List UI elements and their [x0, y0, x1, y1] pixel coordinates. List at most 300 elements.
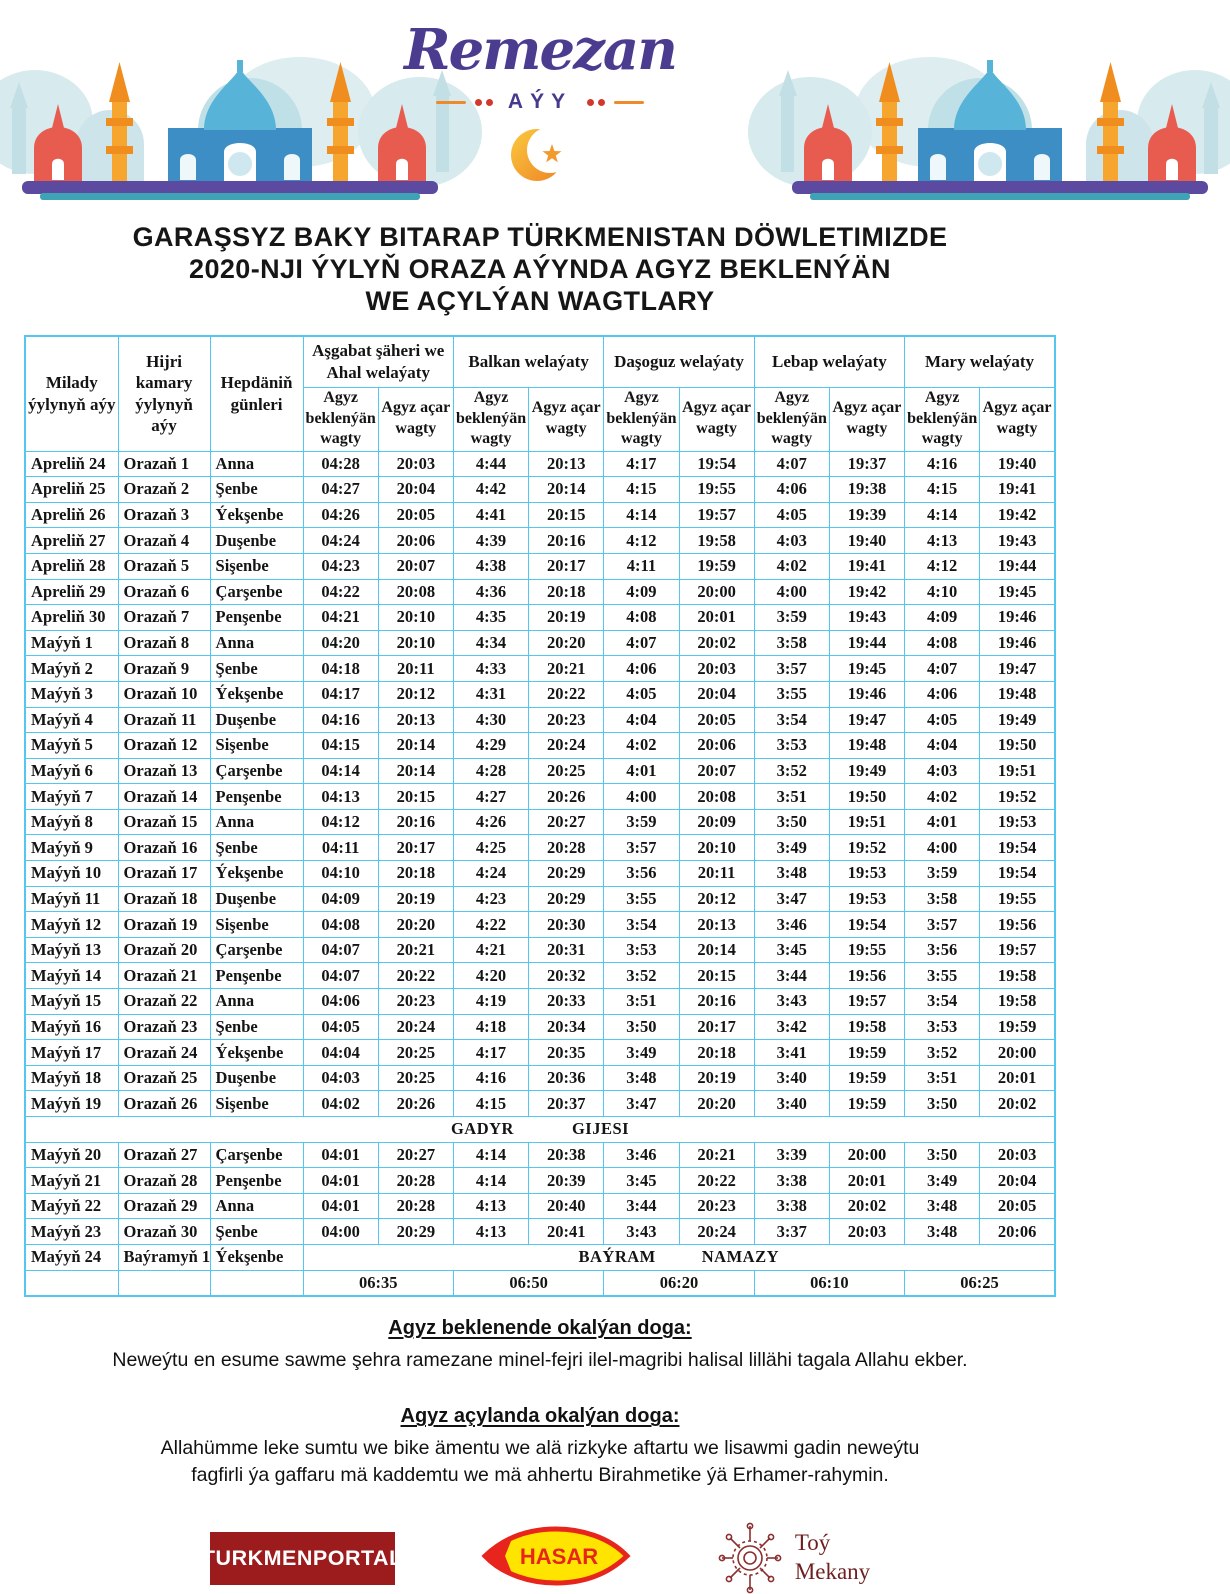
- time-cell: 4:01: [905, 809, 980, 835]
- time-cell: 19:59: [829, 1065, 904, 1091]
- weekday-cell: Şenbe: [210, 656, 303, 682]
- bayram-times-row: [25, 1270, 1055, 1296]
- time-cell: 04:03: [303, 1065, 378, 1091]
- time-cell: 3:59: [604, 809, 679, 835]
- time-cell: 20:06: [679, 733, 754, 759]
- time-cell: 20:08: [378, 579, 453, 605]
- hijri-cell: Orazaň 12: [118, 733, 210, 759]
- table-row: [25, 502, 1055, 528]
- time-cell: 19:42: [980, 502, 1055, 528]
- weekday-cell: Ýekşenbe: [210, 1244, 303, 1270]
- hijri-cell: Orazaň 17: [118, 861, 210, 887]
- table-row: [25, 605, 1055, 631]
- hijri-cell: Orazaň 5: [118, 553, 210, 579]
- time-cell: 20:40: [529, 1193, 604, 1219]
- time-cell: 3:51: [905, 1065, 980, 1091]
- date-cell: Maýyň 11: [25, 886, 118, 912]
- bayram-namazy-label: [303, 1244, 1055, 1270]
- time-cell: 20:22: [679, 1168, 754, 1194]
- time-cell: 20:17: [378, 835, 453, 861]
- dash-ornament-right: [614, 101, 644, 104]
- time-cell: 20:16: [529, 528, 604, 554]
- prayer-texts-section: [0, 1317, 1080, 1488]
- bayram-namazy-row: [25, 1244, 1055, 1270]
- region-header-mary: Mary welaýaty: [905, 336, 1055, 388]
- time-cell: 19:42: [829, 579, 904, 605]
- time-cell: 20:06: [378, 528, 453, 554]
- table-header-row-regions: [25, 336, 1055, 388]
- weekday-cell: Duşenbe: [210, 886, 303, 912]
- time-cell: 19:48: [980, 681, 1055, 707]
- time-cell: 3:39: [754, 1142, 829, 1168]
- time-cell: 04:16: [303, 707, 378, 733]
- time-cell: 04:01: [303, 1168, 378, 1194]
- merged-label-word: GIJESI: [571, 1119, 630, 1139]
- time-cell: 3:59: [905, 861, 980, 887]
- time-cell: 4:26: [453, 809, 528, 835]
- time-cell: 19:46: [829, 681, 904, 707]
- time-cell: 20:13: [378, 707, 453, 733]
- time-cell: 19:46: [980, 605, 1055, 631]
- weekday-cell: Şenbe: [210, 1014, 303, 1040]
- time-cell: 20:23: [679, 1193, 754, 1219]
- time-cell: 20:17: [679, 1014, 754, 1040]
- time-cell: 3:57: [604, 835, 679, 861]
- time-cell: 4:15: [604, 477, 679, 503]
- time-cell: 20:02: [980, 1091, 1055, 1117]
- subcolumn-header-acar: Agyz açar wagty: [980, 387, 1055, 451]
- table-row: [25, 477, 1055, 503]
- hijri-cell: Orazaň 19: [118, 912, 210, 938]
- weekday-cell: Ýekşenbe: [210, 681, 303, 707]
- hijri-cell: Orazaň 9: [118, 656, 210, 682]
- date-cell: Maýyň 7: [25, 784, 118, 810]
- hijri-cell: Orazaň 29: [118, 1193, 210, 1219]
- prayer-text-2-line-1: Allahümme leke sumtu we bike ämentu we alä rizkyke aftartu we lisawmi gadin neweýtu: [160, 1437, 920, 1460]
- subcolumn-header-acar: Agyz açar wagty: [529, 387, 604, 451]
- time-cell: 20:25: [378, 1065, 453, 1091]
- time-cell: 19:58: [679, 528, 754, 554]
- date-cell: Maýyň 1: [25, 630, 118, 656]
- title-line-2: 2020-NJI ÝYLYŇ ORAZA AÝYNDA AGYZ BEKLENÝÄN: [189, 253, 891, 284]
- hijri-cell: Orazaň 21: [118, 963, 210, 989]
- time-cell: 04:07: [303, 937, 378, 963]
- column-header-hijri: Hijri kamary ýylynyň aýy: [118, 336, 210, 452]
- prayer-text-2-line-2: fagfirli ýa gaffaru mä kaddemtu we mä ahhertu Birahmetike ýä Erhamer-rahymin.: [191, 1463, 889, 1486]
- date-cell: Maýyň 4: [25, 707, 118, 733]
- empty-cell: [210, 1270, 303, 1296]
- hijri-cell: Orazaň 27: [118, 1142, 210, 1168]
- time-cell: 20:01: [980, 1065, 1055, 1091]
- time-cell: 3:40: [754, 1065, 829, 1091]
- time-cell: 3:52: [905, 1040, 980, 1066]
- time-cell: 20:24: [679, 1219, 754, 1245]
- time-cell: 19:47: [829, 707, 904, 733]
- table-row: [25, 733, 1055, 759]
- table-row: [25, 963, 1055, 989]
- time-cell: 20:04: [679, 681, 754, 707]
- time-cell: 4:19: [453, 989, 528, 1015]
- time-cell: 3:54: [754, 707, 829, 733]
- hijri-cell: Orazaň 6: [118, 579, 210, 605]
- time-cell: 3:53: [905, 1014, 980, 1040]
- column-header-weekday: Hepdäniň günleri: [210, 336, 303, 452]
- time-cell: 3:41: [754, 1040, 829, 1066]
- column-header-milady: Milady ýylynyň aýy: [25, 336, 118, 452]
- time-cell: 4:04: [905, 733, 980, 759]
- time-cell: 20:31: [529, 937, 604, 963]
- time-cell: 4:31: [453, 681, 528, 707]
- time-cell: 20:19: [378, 886, 453, 912]
- time-cell: 19:59: [829, 1091, 904, 1117]
- time-cell: 20:37: [529, 1091, 604, 1117]
- time-cell: 4:02: [754, 553, 829, 579]
- time-cell: 20:38: [529, 1142, 604, 1168]
- time-cell: 4:16: [905, 451, 980, 477]
- time-cell: 4:17: [453, 1040, 528, 1066]
- time-cell: 4:05: [604, 681, 679, 707]
- time-cell: 20:34: [529, 1014, 604, 1040]
- time-cell: 20:23: [529, 707, 604, 733]
- time-cell: 3:43: [754, 989, 829, 1015]
- time-cell: 19:59: [980, 1014, 1055, 1040]
- time-cell: 20:02: [679, 630, 754, 656]
- prayer-block-before-fast: [0, 1317, 1080, 1373]
- time-cell: 19:48: [829, 733, 904, 759]
- time-cell: 19:45: [980, 579, 1055, 605]
- date-cell: Apreliň 26: [25, 502, 118, 528]
- weekday-cell: Penşenbe: [210, 963, 303, 989]
- time-cell: 19:53: [829, 861, 904, 887]
- hijri-cell: Orazaň 22: [118, 989, 210, 1015]
- time-cell: 04:05: [303, 1014, 378, 1040]
- weekday-cell: Ýekşenbe: [210, 861, 303, 887]
- date-cell: Apreliň 29: [25, 579, 118, 605]
- time-cell: 20:15: [378, 784, 453, 810]
- title-line-3: WE AÇYLÝAN WAGTLARY: [365, 285, 715, 316]
- subcolumn-header-acar: Agyz açar wagty: [679, 387, 754, 451]
- time-cell: 19:55: [980, 886, 1055, 912]
- time-cell: 3:50: [905, 1142, 980, 1168]
- table-row: [25, 784, 1055, 810]
- weekday-cell: Duşenbe: [210, 707, 303, 733]
- time-cell: 04:01: [303, 1193, 378, 1219]
- toy-mekany-logo-text: Toý Mekany: [794, 1530, 871, 1585]
- time-cell: 4:00: [604, 784, 679, 810]
- weekday-cell: Penşenbe: [210, 1168, 303, 1194]
- hijri-cell: Orazaň 26: [118, 1091, 210, 1117]
- time-cell: 20:14: [679, 937, 754, 963]
- time-cell: 3:40: [754, 1091, 829, 1117]
- table-row: [25, 937, 1055, 963]
- time-cell: 3:48: [604, 1065, 679, 1091]
- time-cell: 3:53: [604, 937, 679, 963]
- time-cell: 4:04: [604, 707, 679, 733]
- time-cell: 4:25: [453, 835, 528, 861]
- time-cell: 04:20: [303, 630, 378, 656]
- time-cell: 3:51: [754, 784, 829, 810]
- time-cell: 3:51: [604, 989, 679, 1015]
- time-cell: 20:27: [529, 809, 604, 835]
- logo-block: [0, 17, 1080, 197]
- time-cell: 20:26: [529, 784, 604, 810]
- time-cell: 20:10: [378, 630, 453, 656]
- time-cell: 20:29: [529, 886, 604, 912]
- time-cell: 4:02: [604, 733, 679, 759]
- subcolumn-header-beklenyan: Agyz beklenýän wagty: [453, 387, 528, 451]
- date-cell: Maýyň 20: [25, 1142, 118, 1168]
- time-cell: 04:24: [303, 528, 378, 554]
- hasar-logo-text: HASAR: [519, 1543, 598, 1569]
- time-cell: 20:05: [679, 707, 754, 733]
- time-cell: 4:23: [453, 886, 528, 912]
- time-cell: 4:21: [453, 937, 528, 963]
- time-cell: 20:05: [378, 502, 453, 528]
- time-cell: 19:39: [829, 502, 904, 528]
- table-row: [25, 835, 1055, 861]
- hasar-logo: [481, 1525, 631, 1592]
- time-cell: 20:12: [679, 886, 754, 912]
- time-cell: 4:13: [905, 528, 980, 554]
- turkmenportal-logo: TURKMENPORTAL: [210, 1532, 395, 1585]
- time-cell: 20:11: [378, 656, 453, 682]
- time-cell: 20:06: [980, 1219, 1055, 1245]
- time-cell: 4:27: [453, 784, 528, 810]
- time-cell: 3:56: [604, 861, 679, 887]
- table-row: [25, 1040, 1055, 1066]
- time-cell: 04:10: [303, 861, 378, 887]
- time-cell: 04:01: [303, 1142, 378, 1168]
- time-cell: 20:21: [529, 656, 604, 682]
- time-cell: 19:46: [980, 630, 1055, 656]
- table-row: [25, 1142, 1055, 1168]
- time-cell: 4:14: [905, 502, 980, 528]
- date-cell: Maýyň 21: [25, 1168, 118, 1194]
- weekday-cell: Çarşenbe: [210, 579, 303, 605]
- region-header-lebap: Lebap welaýaty: [754, 336, 904, 388]
- table-row: [25, 553, 1055, 579]
- gadyr-gijesi-row: [25, 1117, 1055, 1143]
- time-cell: 20:15: [529, 502, 604, 528]
- time-cell: 04:04: [303, 1040, 378, 1066]
- table-row: [25, 886, 1055, 912]
- time-cell: 04:08: [303, 912, 378, 938]
- time-cell: 20:00: [980, 1040, 1055, 1066]
- logo-title: Remezan: [404, 17, 676, 83]
- time-cell: 20:00: [829, 1142, 904, 1168]
- time-cell: 4:13: [453, 1219, 528, 1245]
- time-cell: 20:33: [529, 989, 604, 1015]
- time-cell: 04:21: [303, 605, 378, 631]
- time-cell: 20:20: [679, 1091, 754, 1117]
- time-cell: 3:44: [754, 963, 829, 989]
- table-row: [25, 1168, 1055, 1194]
- date-cell: Maýyň 2: [25, 656, 118, 682]
- weekday-cell: Sişenbe: [210, 1091, 303, 1117]
- time-cell: 20:01: [679, 605, 754, 631]
- time-cell: 19:41: [980, 477, 1055, 503]
- bayram-time-cell: 06:20: [604, 1270, 754, 1296]
- logo-subtitle-row: [0, 90, 1080, 114]
- date-cell: Maýyň 19: [25, 1091, 118, 1117]
- prayer-times-table: [24, 335, 1056, 1298]
- time-cell: 04:11: [303, 835, 378, 861]
- sponsor-logos: [0, 1522, 1080, 1594]
- time-cell: 20:02: [829, 1193, 904, 1219]
- date-cell: Maýyň 6: [25, 758, 118, 784]
- time-cell: 4:06: [754, 477, 829, 503]
- time-cell: 4:01: [604, 758, 679, 784]
- time-cell: 20:14: [529, 477, 604, 503]
- time-cell: 4:00: [905, 835, 980, 861]
- time-cell: 4:41: [453, 502, 528, 528]
- table-row: [25, 451, 1055, 477]
- time-cell: 20:36: [529, 1065, 604, 1091]
- time-cell: 3:43: [604, 1219, 679, 1245]
- bayram-time-cell: 06:10: [754, 1270, 904, 1296]
- time-cell: 20:29: [378, 1219, 453, 1245]
- time-cell: 04:27: [303, 477, 378, 503]
- time-cell: 4:14: [604, 502, 679, 528]
- header: [0, 0, 1080, 208]
- time-cell: 3:48: [754, 861, 829, 887]
- time-cell: 4:16: [453, 1065, 528, 1091]
- page-title: [40, 222, 1040, 318]
- gadyr-gijesi-label: [25, 1117, 1055, 1143]
- hijri-cell: Orazaň 7: [118, 605, 210, 631]
- table-row: [25, 707, 1055, 733]
- time-cell: 19:53: [829, 886, 904, 912]
- time-cell: 19:52: [980, 784, 1055, 810]
- date-cell: Maýyň 23: [25, 1219, 118, 1245]
- time-cell: 20:13: [529, 451, 604, 477]
- subcolumn-header-acar: Agyz açar wagty: [829, 387, 904, 451]
- time-cell: 4:02: [905, 784, 980, 810]
- time-cell: 19:54: [679, 451, 754, 477]
- time-cell: 19:55: [829, 937, 904, 963]
- time-cell: 4:03: [754, 528, 829, 554]
- weekday-cell: Sişenbe: [210, 733, 303, 759]
- hijri-cell: Baýramyň 1: [118, 1244, 210, 1270]
- date-cell: Maýyň 18: [25, 1065, 118, 1091]
- time-cell: 20:18: [378, 861, 453, 887]
- table-row: [25, 912, 1055, 938]
- time-cell: 3:53: [754, 733, 829, 759]
- time-cell: 04:09: [303, 886, 378, 912]
- time-cell: 3:48: [905, 1219, 980, 1245]
- time-cell: 19:37: [829, 451, 904, 477]
- time-cell: 3:46: [604, 1142, 679, 1168]
- time-cell: 20:20: [529, 630, 604, 656]
- dots-ornament-right: [587, 99, 605, 106]
- time-cell: 19:55: [679, 477, 754, 503]
- time-cell: 3:55: [604, 886, 679, 912]
- time-cell: 20:16: [378, 809, 453, 835]
- time-cell: 19:49: [980, 707, 1055, 733]
- time-cell: 20:21: [679, 1142, 754, 1168]
- time-cell: 3:59: [754, 605, 829, 631]
- time-cell: 3:57: [754, 656, 829, 682]
- time-cell: 3:52: [604, 963, 679, 989]
- time-cell: 20:25: [529, 758, 604, 784]
- time-cell: 3:38: [754, 1193, 829, 1219]
- hijri-cell: Orazaň 8: [118, 630, 210, 656]
- hijri-cell: Orazaň 30: [118, 1219, 210, 1245]
- time-cell: 4:12: [604, 528, 679, 554]
- time-cell: 20:28: [378, 1193, 453, 1219]
- hijri-cell: Orazaň 14: [118, 784, 210, 810]
- time-cell: 4:05: [905, 707, 980, 733]
- bayram-time-cell: 06:50: [453, 1270, 603, 1296]
- weekday-cell: Duşenbe: [210, 1065, 303, 1091]
- time-cell: 4:30: [453, 707, 528, 733]
- date-cell: Maýyň 16: [25, 1014, 118, 1040]
- time-cell: 19:57: [829, 989, 904, 1015]
- time-cell: 4:11: [604, 553, 679, 579]
- date-cell: Maýyň 3: [25, 681, 118, 707]
- table-row: [25, 1193, 1055, 1219]
- time-cell: 3:37: [754, 1219, 829, 1245]
- time-cell: 20:32: [529, 963, 604, 989]
- time-cell: 3:58: [754, 630, 829, 656]
- time-cell: 20:24: [378, 1014, 453, 1040]
- time-cell: 4:33: [453, 656, 528, 682]
- time-cell: 04:00: [303, 1219, 378, 1245]
- time-cell: 4:18: [453, 1014, 528, 1040]
- time-cell: 4:12: [905, 553, 980, 579]
- time-cell: 20:10: [378, 605, 453, 631]
- time-cell: 19:56: [829, 963, 904, 989]
- timetable-body: [25, 451, 1055, 1296]
- time-cell: 20:17: [529, 553, 604, 579]
- time-cell: 20:18: [679, 1040, 754, 1066]
- time-cell: 20:14: [378, 733, 453, 759]
- time-cell: 3:42: [754, 1014, 829, 1040]
- time-cell: 19:54: [980, 835, 1055, 861]
- empty-cell: [118, 1270, 210, 1296]
- time-cell: 19:58: [980, 989, 1055, 1015]
- time-cell: 3:49: [754, 835, 829, 861]
- table-row: [25, 758, 1055, 784]
- time-cell: 4:09: [604, 579, 679, 605]
- time-cell: 19:47: [980, 656, 1055, 682]
- time-cell: 20:04: [980, 1168, 1055, 1194]
- weekday-cell: Ýekşenbe: [210, 1040, 303, 1066]
- time-cell: 4:07: [604, 630, 679, 656]
- time-cell: 4:17: [604, 451, 679, 477]
- time-cell: 04:15: [303, 733, 378, 759]
- time-cell: 3:58: [905, 886, 980, 912]
- time-cell: 4:09: [905, 605, 980, 631]
- hijri-cell: Orazaň 4: [118, 528, 210, 554]
- subcolumn-header-beklenyan: Agyz beklenýän wagty: [754, 387, 829, 451]
- region-header-balkan: Balkan welaýaty: [453, 336, 603, 388]
- date-cell: Apreliň 25: [25, 477, 118, 503]
- time-cell: 20:12: [378, 681, 453, 707]
- time-cell: 20:05: [980, 1193, 1055, 1219]
- time-cell: 19:54: [980, 861, 1055, 887]
- table-row: [25, 528, 1055, 554]
- date-cell: Maýyň 12: [25, 912, 118, 938]
- date-cell: Maýyň 14: [25, 963, 118, 989]
- merged-label-word: NAMAZY: [701, 1247, 779, 1267]
- time-cell: 20:35: [529, 1040, 604, 1066]
- time-cell: 20:26: [378, 1091, 453, 1117]
- table-row: [25, 630, 1055, 656]
- time-cell: 20:03: [378, 451, 453, 477]
- subcolumn-header-beklenyan: Agyz beklenýän wagty: [604, 387, 679, 451]
- time-cell: 3:47: [754, 886, 829, 912]
